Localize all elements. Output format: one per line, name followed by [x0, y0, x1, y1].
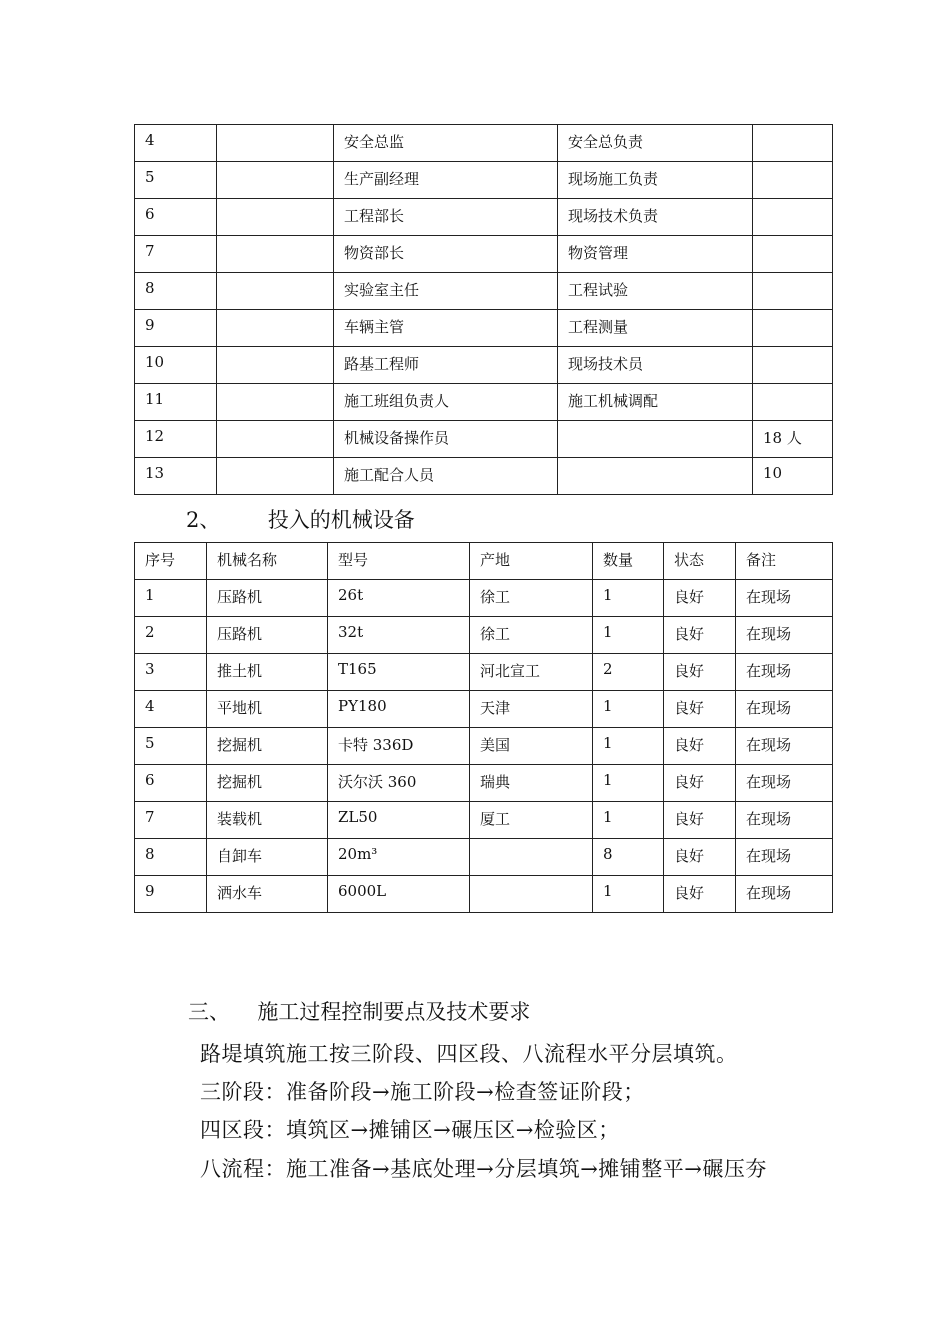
table-cell: 生产副经理: [334, 162, 558, 199]
table-cell: [217, 310, 334, 347]
table-row: [135, 617, 833, 654]
table-cell: 10: [753, 458, 833, 495]
table-cell: [217, 273, 334, 310]
table-cell: 9: [135, 310, 217, 347]
table-cell: 施工机械调配: [558, 384, 753, 421]
table-cell: 8: [135, 273, 217, 310]
table-row: [135, 728, 833, 765]
table-cell: 26t: [328, 580, 470, 617]
table-cell: 河北宣工: [470, 654, 593, 691]
table-cell: [217, 125, 334, 162]
table-cell: 12: [135, 421, 217, 458]
table-cell: [753, 273, 833, 310]
section-3-title: 施工过程控制要点及技术要求: [257, 1000, 531, 1024]
table-cell: [217, 421, 334, 458]
table-cell: 在现场: [736, 876, 833, 913]
table-row: [135, 802, 833, 839]
table-cell: [753, 162, 833, 199]
table-row: [135, 236, 833, 273]
table-cell: 物资部长: [334, 236, 558, 273]
table-cell: 1: [593, 580, 664, 617]
table-cell: 在现场: [736, 654, 833, 691]
table-row: [135, 458, 833, 495]
table-cell: 瑞典: [470, 765, 593, 802]
table-cell: 安全总监: [334, 125, 558, 162]
table-cell: 装载机: [207, 802, 328, 839]
table-cell: 7: [135, 236, 217, 273]
equipment-table: [134, 542, 833, 913]
table-cell: [470, 839, 593, 876]
table-cell: 1: [593, 728, 664, 765]
table-cell: 在现场: [736, 580, 833, 617]
table-cell: [217, 384, 334, 421]
table-cell: [558, 458, 753, 495]
table-cell: 18 人: [753, 421, 833, 458]
section-2-title: 投入的机械设备: [267, 508, 415, 532]
table-cell: 1: [593, 876, 664, 913]
table-cell: 良好: [664, 876, 736, 913]
table-cell: 2: [135, 617, 207, 654]
table-row: [135, 876, 833, 913]
table-row: [135, 347, 833, 384]
table-cell: 挖掘机: [207, 728, 328, 765]
table-cell: 1: [593, 802, 664, 839]
table-cell: 1: [593, 617, 664, 654]
table-cell: 机械设备操作员: [334, 421, 558, 458]
table-cell: 良好: [664, 580, 736, 617]
column-header: 状态: [664, 543, 736, 580]
table-row: [135, 654, 833, 691]
table-cell: [470, 876, 593, 913]
table-cell: PY180: [328, 691, 470, 728]
table-cell: 32t: [328, 617, 470, 654]
table-cell: 施工配合人员: [334, 458, 558, 495]
table-cell: 6: [135, 765, 207, 802]
table-cell: 沃尔沃 360: [328, 765, 470, 802]
table-cell: 工程部长: [334, 199, 558, 236]
table-cell: [217, 458, 334, 495]
table-cell: 7: [135, 802, 207, 839]
table-cell: 11: [135, 384, 217, 421]
table-cell: 3: [135, 654, 207, 691]
section-2-number: 2、: [186, 508, 221, 532]
table-row: [135, 384, 833, 421]
table-cell: 压路机: [207, 617, 328, 654]
table-cell: 洒水车: [207, 876, 328, 913]
table-cell: [558, 421, 753, 458]
table-cell: 自卸车: [207, 839, 328, 876]
table-cell: 平地机: [207, 691, 328, 728]
paragraph: 三阶段：准备阶段→施工阶段→检查签证阶段；: [200, 1080, 645, 1104]
table-cell: 安全总负责: [558, 125, 753, 162]
column-header: 机械名称: [207, 543, 328, 580]
table-cell: 施工班组负责人: [334, 384, 558, 421]
table-row: [135, 839, 833, 876]
table-row: [135, 125, 833, 162]
table-cell: [217, 347, 334, 384]
paragraph: 四区段：填筑区→摊铺区→碾压区→检验区；: [200, 1118, 620, 1142]
table-cell: 工程测量: [558, 310, 753, 347]
table-cell: [753, 236, 833, 273]
column-header: 数量: [593, 543, 664, 580]
table-cell: 在现场: [736, 802, 833, 839]
column-header: 序号: [135, 543, 207, 580]
table-row: [135, 162, 833, 199]
table-cell: 1: [135, 580, 207, 617]
table-header-row: [135, 543, 833, 580]
table-cell: [217, 236, 334, 273]
table-cell: 1: [593, 765, 664, 802]
table-row: [135, 199, 833, 236]
table-cell: [753, 199, 833, 236]
section-2-heading: [186, 504, 415, 534]
table-cell: 8: [135, 839, 207, 876]
table-cell: 厦工: [470, 802, 593, 839]
column-header: 产地: [470, 543, 593, 580]
table-cell: 20m³: [328, 839, 470, 876]
table-cell: 美国: [470, 728, 593, 765]
table-cell: 良好: [664, 765, 736, 802]
table-row: [135, 273, 833, 310]
table-cell: [753, 347, 833, 384]
table-cell: 路基工程师: [334, 347, 558, 384]
table-cell: 良好: [664, 654, 736, 691]
table-cell: ZL50: [328, 802, 470, 839]
table-cell: 车辆主管: [334, 310, 558, 347]
table-row: [135, 580, 833, 617]
table-cell: 推土机: [207, 654, 328, 691]
table-row: [135, 691, 833, 728]
table-cell: 良好: [664, 839, 736, 876]
table-cell: [753, 125, 833, 162]
table-cell: 徐工: [470, 580, 593, 617]
table-cell: 良好: [664, 728, 736, 765]
table-cell: 在现场: [736, 765, 833, 802]
section-3-number: 三、: [188, 1000, 230, 1024]
table-cell: 5: [135, 728, 207, 765]
table-cell: 工程试验: [558, 273, 753, 310]
table-cell: 挖掘机: [207, 765, 328, 802]
table-cell: [217, 199, 334, 236]
section-3-heading: [188, 996, 530, 1026]
table-cell: 现场施工负责: [558, 162, 753, 199]
table-cell: 在现场: [736, 691, 833, 728]
table-cell: 13: [135, 458, 217, 495]
table-cell: 天津: [470, 691, 593, 728]
table-cell: 10: [135, 347, 217, 384]
table-row: [135, 765, 833, 802]
table-cell: 4: [135, 691, 207, 728]
table-cell: 9: [135, 876, 207, 913]
table-cell: 现场技术负责: [558, 199, 753, 236]
table-cell: 8: [593, 839, 664, 876]
table-cell: 2: [593, 654, 664, 691]
table-cell: 物资管理: [558, 236, 753, 273]
table-cell: 4: [135, 125, 217, 162]
column-header: 备注: [736, 543, 833, 580]
table-cell: [217, 162, 334, 199]
table-cell: 5: [135, 162, 217, 199]
table-cell: 在现场: [736, 617, 833, 654]
table-cell: 6000L: [328, 876, 470, 913]
table-row: [135, 310, 833, 347]
table-cell: T165: [328, 654, 470, 691]
table-cell: 现场技术员: [558, 347, 753, 384]
table-cell: 良好: [664, 802, 736, 839]
table-cell: 实验室主任: [334, 273, 558, 310]
table-cell: 良好: [664, 691, 736, 728]
paragraph: 八流程：施工准备→基底处理→分层填筑→摊铺整平→碾压夯: [200, 1157, 767, 1181]
paragraph: 路堤填筑施工按三阶段、四区段、八流程水平分层填筑。: [200, 1042, 738, 1066]
table-cell: 1: [593, 691, 664, 728]
table-cell: 在现场: [736, 728, 833, 765]
personnel-table: [134, 124, 833, 495]
table-row: [135, 421, 833, 458]
table-cell: 在现场: [736, 839, 833, 876]
table-cell: [753, 310, 833, 347]
table-cell: [753, 384, 833, 421]
table-cell: 6: [135, 199, 217, 236]
table-cell: 卡特 336D: [328, 728, 470, 765]
table-cell: 徐工: [470, 617, 593, 654]
column-header: 型号: [328, 543, 470, 580]
table-cell: 良好: [664, 617, 736, 654]
table-cell: 压路机: [207, 580, 328, 617]
